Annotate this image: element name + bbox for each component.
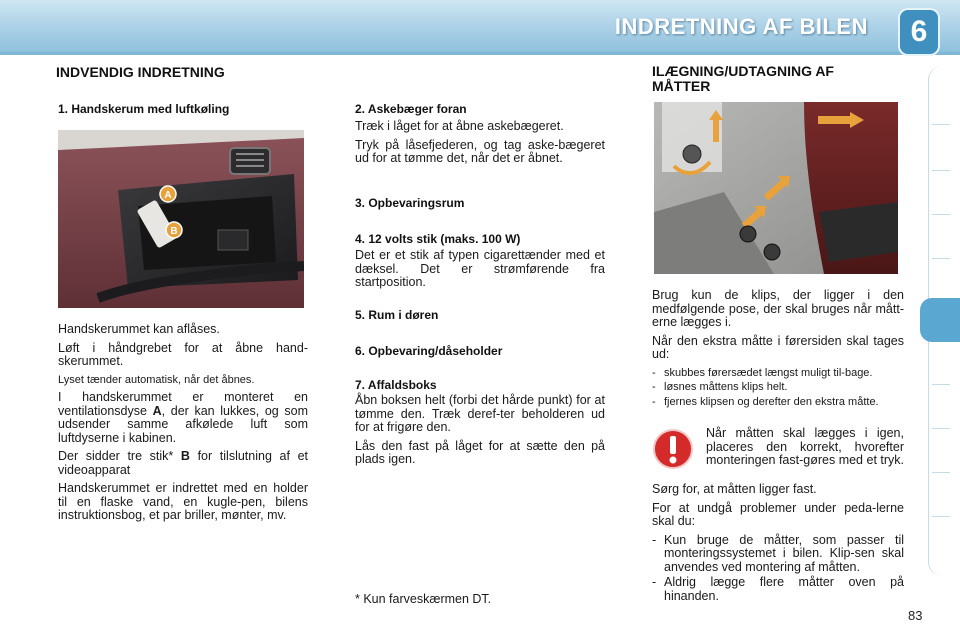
active-chapter-tab[interactable] <box>920 298 960 342</box>
paragraph: Der sidder tre stik* B for tilslutning af et videoapparat <box>58 449 309 477</box>
item-heading-door: 5. Rum i døren <box>355 308 439 322</box>
ashtray-text: Træk i låget for at åbne askebægeret. Tryk på låsefjederen, og tag aske-bægeret ud for at tømme det, når det er åbnet. <box>355 119 605 165</box>
item-heading-ashtray: 2. Askebæger foran <box>355 102 467 116</box>
list-item: - skubbes førersædet længst muligt til-bage. <box>652 366 873 379</box>
socket-text: Det er et stik af typen cigarettænder med et dæksel. Det er strømførende fra startposition. <box>355 248 605 289</box>
chapter-badge: 6 <box>900 10 938 54</box>
paragraph: Handskerummet er indrettet med en holder til en flaske vand, en kugle-pen, bilens instruktionsbog, et par briller, mønter, mv. <box>58 481 308 522</box>
glovebox-photo <box>58 130 304 308</box>
header-rule <box>0 52 960 55</box>
paragraph: I handskerummet er monteret en ventilationsdyse A, der kan lukkes, og som udsender samme afkølede luft som luftdyserne i kabinen. <box>58 390 308 445</box>
index-divider <box>932 170 950 171</box>
floor-mat-photo <box>654 102 898 274</box>
index-divider <box>932 384 950 385</box>
section-title-interior: INDVENDIG INDRETNING <box>56 64 225 80</box>
mats-removal-steps <box>652 367 904 409</box>
paragraph: Lyset tænder automatisk, når det åbnes. <box>58 373 255 386</box>
page-title: INDRETNING AF BILEN <box>614 14 868 39</box>
photo-label-b: B <box>170 226 178 237</box>
index-divider <box>932 472 950 473</box>
paragraph: Løft i håndgrebet for at åbne hand-skerummet. <box>58 340 308 368</box>
list-item: - løsnes måttens klips helt. <box>652 381 788 393</box>
paragraph: Handskerummet kan aflåses. <box>58 322 220 336</box>
list-item: - fjernes klipsen og derefter den ekstra måtte. <box>652 395 879 408</box>
index-divider <box>932 428 950 429</box>
section-title-mats: ILÆGNING/UDTAGNING AF MÅTTER <box>652 63 834 94</box>
index-divider <box>932 214 950 215</box>
mats-intro: Brug kun de klips, der ligger i den medfølgende pose, der skal bruges når mått-erne lægges i. Når den ekstra måtte i førersiden skal tages ud: - skubbes førersædet længst muligt til-bage. - løsnes måttens klips helt. - fjernes klipsen og derefter den ekstra måtte. <box>652 288 904 408</box>
left-body <box>58 323 308 528</box>
index-divider <box>932 124 950 125</box>
item-heading-canholder: 6. Opbevaring/dåseholder <box>355 344 503 358</box>
item-heading-glovebox: 1. Handskerum med luftkøling <box>58 102 230 116</box>
mats-advice: Sørg for, at måtten ligger fast. For at undgå problemer under peda-lerne skal du: - Kun bruge de måtter, som passer til monteringssystemet i bilen. Klip-sen skal anvendes ved montering af måtten. - Aldrig lægge flere måtter oven på hinanden. <box>652 482 904 603</box>
list-item: - Aldrig lægge flere måtter oven på hinanden. <box>652 575 904 603</box>
warning-icon <box>652 428 694 470</box>
item-heading-wastebin: 7. Affaldsboks <box>355 378 437 392</box>
photo-label-a: A <box>164 190 172 201</box>
item-heading-storage: 3. Opbevaringsrum <box>355 196 465 210</box>
index-divider <box>932 258 950 259</box>
mats-advice-list <box>652 534 904 604</box>
index-divider <box>932 516 950 517</box>
list-item: - Kun bruge de måtter, som passer til monteringssystemet i bilen. Klip-sen skal anvendes ved montering af måtten. <box>652 532 904 574</box>
wastebin-text: Åbn boksen helt (forbi det hårde punkt) for at tømme den. Træk deref-ter beholderen ud for at frigøre den. Lås den fast på låget for at sætte den på plads igen. <box>355 393 605 466</box>
page-number: 83 <box>908 608 923 623</box>
footnote: * Kun farveskærmen DT. <box>355 592 492 606</box>
warning-text: Når måtten skal lægges i igen, placeres den korrekt, hvorefter monteringen fast-gøres med et tryk. <box>706 426 904 467</box>
item-heading-socket: 4. 12 volts stik (maks. 100 W) <box>355 232 521 246</box>
